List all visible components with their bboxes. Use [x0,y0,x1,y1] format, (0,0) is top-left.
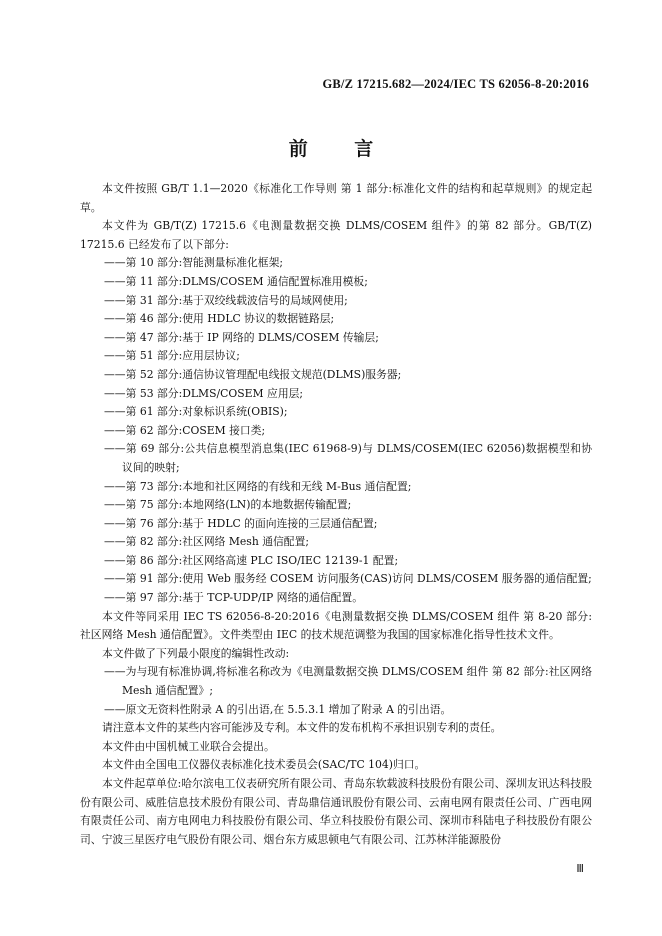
list-item: ——第 73 部分:本地和社区网络的有线和无线 M-Bus 通信配置; [104,479,412,493]
list-item: ——为与现有标准协调,将标准名称改为《电测量数据交换 DLMS/COSEM 组件 第 82 部分:社区网络 Mesh 通信配置》; [104,665,592,698]
list-item: ——第 10 部分:智能测量标准化框架; [104,256,284,270]
paragraph: 请注意本文件的某些内容可能涉及专利。本文件的发布机构不承担识别专利的责任。 [102,721,502,735]
page-number: Ⅲ [576,863,584,875]
list-item: ——第 11 部分:DLMS/COSEM 通信配置标准用模板; [104,274,368,288]
paragraph: 本文件等同采用 IEC TS 62056-8-20:2016《电测量数据交换 DLMS/COSEM 组件 第 8-20 部分:社区网络 Mesh 通信配置》。文件类型由 IEC 的技术规范调整为我国的国家标准化指导性技术文件。 [80,609,592,642]
paragraph: 本文件起草单位:哈尔滨电工仪表研究所有限公司、青岛东软载波科技股份有限公司、深圳友讯达科技股份有限公司、威胜信息技术股份有限公司、青岛鼎信通讯股份有限公司、云南电网有限责任公司、广西电网有限责任公司、南方电网电力科技股份有限公司、华立科技股份有限公司、深圳市科陆电子科技股份有限公司、宁波三星医疗电气股份有限公司、烟台东方威思顿电气有限公司、江苏林洋能源股份 [80,777,592,846]
list-item: ——第 46 部分:使用 HDLC 协议的数据链路层; [104,312,335,326]
paragraph: 本文件由全国电工仪器仪表标准化技术委员会(SAC/TC 104)归口。 [102,758,426,772]
list-item: ——第 97 部分:基于 TCP-UDP/IP 网络的通信配置。 [104,591,364,605]
list-item: ——第 53 部分:DLMS/COSEM 应用层; [104,386,304,400]
paragraph: 本文件为 GB/T(Z) 17215.6《电测量数据交换 DLMS/COSEM 组件》的第 82 部分。GB/T(Z) 17215.6 已经发布了以下部分: [80,219,592,251]
list-item: ——第 61 部分:对象标识系统(OBIS); [104,405,288,419]
list-item: ——第 62 部分:COSEM 接口类; [104,423,266,437]
list-item: ——原文无资料性附录 A 的引出语,在 5.5.3.1 增加了附录 A 的引出语。 [104,702,452,716]
list-item: ——第 82 部分:社区网络 Mesh 通信配置; [104,535,310,549]
list-item: ——第 86 部分:社区网络高速 PLC ISO/IEC 12139-1 配置; [104,553,399,567]
foreword-content [80,180,592,849]
paragraph: 本文件做了下列最小限度的编辑性改动: [102,646,290,660]
page-title: 前 言 [288,138,394,160]
list-item: ——第 31 部分:基于双绞线载波信号的局域网使用; [104,293,348,307]
list-item: ——第 75 部分:本地网络(LN)的本地数据传输配置; [104,498,352,512]
document-header: GB/Z 17215.682—2024/IEC TS 62056-8-20:2016 [322,77,589,91]
paragraph: 本文件由中国机械工业联合会提出。 [102,739,275,753]
list-item: ——第 76 部分:基于 HDLC 的面向连接的三层通信配置; [104,516,378,530]
list-item: ——第 91 部分:使用 Web 服务经 COSEM 访问服务(CAS)访问 DLMS/COSEM 服务器的通信配置; [104,572,592,586]
list-item: ——第 51 部分:应用层协议; [104,349,240,363]
paragraph: 本文件按照 GB/T 1.1—2020《标准化工作导则 第 1 部分:标准化文件的结构和起草规则》的规定起草。 [80,182,592,214]
list-item: ——第 52 部分:通信协议管理配电线报文规范(DLMS)服务器; [104,367,402,381]
list-item: ——第 69 部分:公共信息模型消息集(IEC 61968-9)与 DLMS/COSEM(IEC 62056)数据模型和协议间的映射; [104,442,592,474]
list-item: ——第 47 部分:基于 IP 网络的 DLMS/COSEM 传输层; [104,330,379,344]
